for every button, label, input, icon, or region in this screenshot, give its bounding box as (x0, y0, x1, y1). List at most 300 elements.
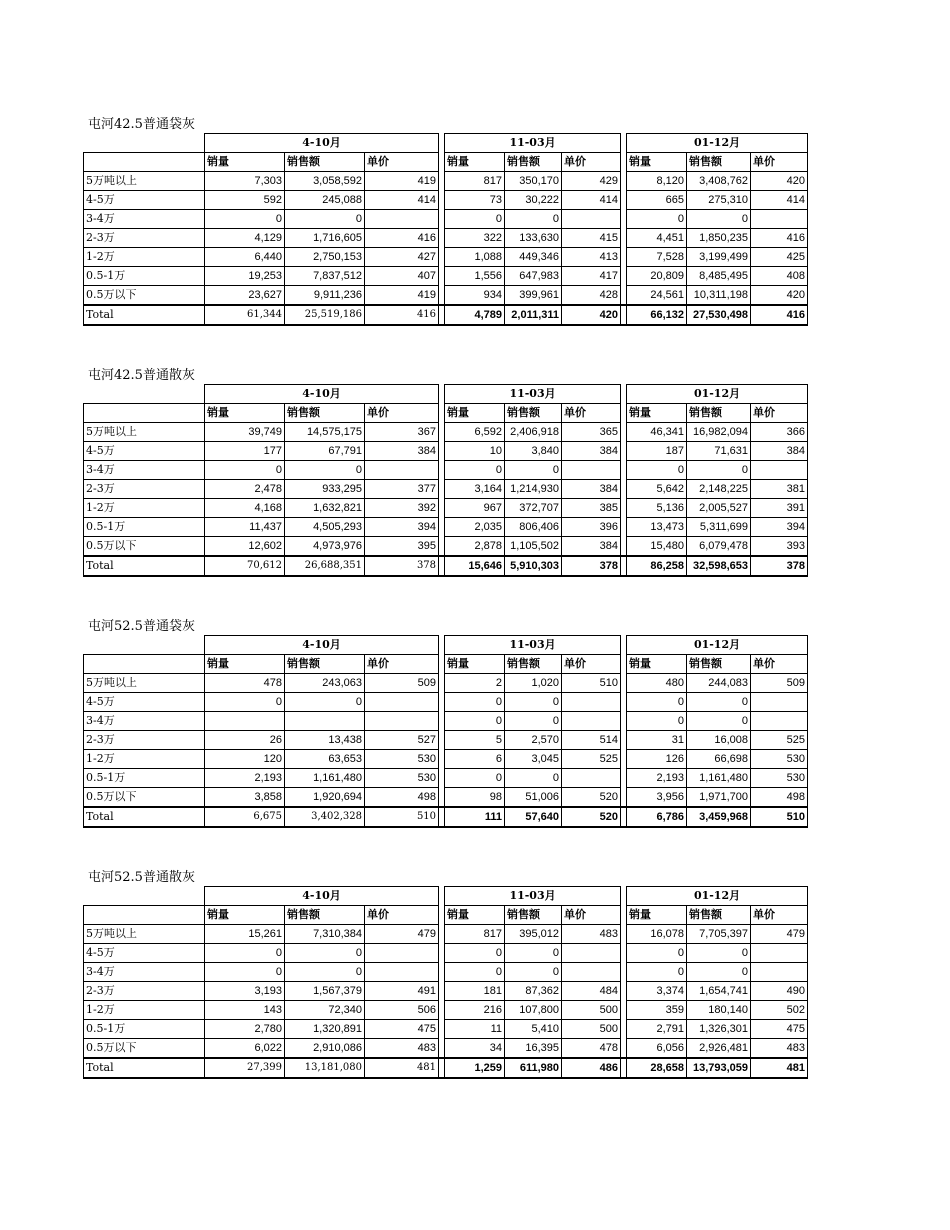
table-cell: 934 (445, 286, 505, 306)
table-cell: 133,630 (505, 229, 562, 248)
table-row (84, 499, 808, 518)
table-cell: 384 (562, 537, 621, 557)
table-cell (562, 963, 621, 982)
table-row (84, 750, 808, 769)
table-cell: 394 (365, 518, 439, 537)
table-cell: 1,556 (445, 267, 505, 286)
table-cell: 4,789 (445, 305, 505, 325)
table-cell: 425 (751, 248, 808, 267)
table-cell: 86,258 (627, 556, 687, 576)
table-cell: 5 (445, 731, 505, 750)
table-cell: 9,911,236 (285, 286, 365, 306)
table-cell: 1,161,480 (285, 769, 365, 788)
column-header-row (84, 153, 808, 172)
table-cell: 0 (627, 963, 687, 982)
table-cell: 396 (562, 518, 621, 537)
table-cell: 24,561 (627, 286, 687, 306)
table-cell (562, 712, 621, 731)
table-cell: 384 (751, 442, 808, 461)
table-cell: 0 (505, 963, 562, 982)
table-cell: 407 (365, 267, 439, 286)
period-header: 11-03月 (445, 385, 621, 404)
table-cell: 3,956 (627, 788, 687, 808)
table-cell: 0 (445, 461, 505, 480)
section-title: 屯河52.5普通袋灰 (88, 619, 195, 634)
column-header: 销量 (627, 655, 687, 674)
table-cell: 365 (562, 423, 621, 442)
table-cell: 322 (445, 229, 505, 248)
table-cell: 478 (205, 674, 285, 693)
column-header: 单价 (751, 153, 808, 172)
table-cell: 420 (562, 305, 621, 325)
total-row (84, 807, 808, 827)
table-cell: 1,326,301 (687, 1020, 751, 1039)
table-row (84, 210, 808, 229)
sales-table (83, 133, 808, 326)
table-cell: 384 (365, 442, 439, 461)
column-header: 销量 (445, 404, 505, 423)
table-cell: 500 (562, 1001, 621, 1020)
table-cell: 647,983 (505, 267, 562, 286)
row-label: 0.5-1万 (84, 1020, 205, 1039)
table-cell: 393 (751, 537, 808, 557)
table-cell: 15,261 (205, 925, 285, 944)
table-cell: 0 (627, 210, 687, 229)
row-label: 3-4万 (84, 963, 205, 982)
column-header: 销售额 (687, 906, 751, 925)
table-cell: 0 (205, 210, 285, 229)
table-cell: 13,793,059 (687, 1058, 751, 1078)
table-cell: 483 (562, 925, 621, 944)
table-cell: 8,120 (627, 172, 687, 191)
table-cell: 126 (627, 750, 687, 769)
table-cell: 817 (445, 925, 505, 944)
table-cell: 6,056 (627, 1039, 687, 1059)
table-cell: 143 (205, 1001, 285, 1020)
sales-table (83, 635, 808, 828)
table-cell: 420 (751, 172, 808, 191)
table-row (84, 286, 808, 306)
table-cell: 3,374 (627, 982, 687, 1001)
row-label: Total (84, 556, 205, 576)
row-label: 3-4万 (84, 712, 205, 731)
table-cell: 0 (285, 461, 365, 480)
column-header: 单价 (365, 655, 439, 674)
table-cell: 3,199,499 (687, 248, 751, 267)
table-cell: 2,406,918 (505, 423, 562, 442)
period-header-row (84, 636, 808, 655)
table-cell: 4,451 (627, 229, 687, 248)
table-row (84, 982, 808, 1001)
table-cell: 475 (751, 1020, 808, 1039)
table-cell: 2,478 (205, 480, 285, 499)
table-row (84, 423, 808, 442)
table-row (84, 1001, 808, 1020)
table-cell: 525 (562, 750, 621, 769)
row-label: Total (84, 807, 205, 827)
table-cell: 27,530,498 (687, 305, 751, 325)
table-cell: 384 (562, 442, 621, 461)
table-cell: 111 (445, 807, 505, 827)
table-cell: 367 (365, 423, 439, 442)
row-label: 5万吨以上 (84, 423, 205, 442)
table-cell: 510 (365, 807, 439, 827)
row-label: 4-5万 (84, 944, 205, 963)
table-cell: 71,631 (687, 442, 751, 461)
table-row (84, 480, 808, 499)
table-cell: 13,438 (285, 731, 365, 750)
column-header: 销量 (205, 153, 285, 172)
table-cell (365, 461, 439, 480)
table-cell: 5,910,303 (505, 556, 562, 576)
table-cell: 417 (562, 267, 621, 286)
table-cell: 413 (562, 248, 621, 267)
column-header: 单价 (562, 404, 621, 423)
table-cell: 1,850,235 (687, 229, 751, 248)
table-row (84, 229, 808, 248)
table-cell: 391 (751, 499, 808, 518)
table-cell: 0 (627, 461, 687, 480)
table-cell: 2,011,311 (505, 305, 562, 325)
table-cell: 3,840 (505, 442, 562, 461)
table-cell: 6,079,478 (687, 537, 751, 557)
table-cell: 490 (751, 982, 808, 1001)
table-cell: 416 (751, 229, 808, 248)
table-cell: 498 (751, 788, 808, 808)
table-cell: 3,858 (205, 788, 285, 808)
table-cell: 527 (365, 731, 439, 750)
table-cell: 479 (751, 925, 808, 944)
table-cell: 0 (505, 712, 562, 731)
table-cell: 275,310 (687, 191, 751, 210)
table-cell: 377 (365, 480, 439, 499)
table-cell: 0 (445, 210, 505, 229)
table-cell: 0 (505, 461, 562, 480)
table-cell: 5,311,699 (687, 518, 751, 537)
table-cell: 395,012 (505, 925, 562, 944)
table-cell (562, 693, 621, 712)
table-cell: 395 (365, 537, 439, 557)
table-cell: 366 (751, 423, 808, 442)
table-cell: 350,170 (505, 172, 562, 191)
table-cell: 66,132 (627, 305, 687, 325)
table-cell: 5,642 (627, 480, 687, 499)
table-cell: 414 (562, 191, 621, 210)
table-cell: 11,437 (205, 518, 285, 537)
table-cell: 39,749 (205, 423, 285, 442)
table-cell: 187 (627, 442, 687, 461)
table-row (84, 461, 808, 480)
table-row (84, 731, 808, 750)
table-cell: 177 (205, 442, 285, 461)
table-cell: 806,406 (505, 518, 562, 537)
table-cell: 1,161,480 (687, 769, 751, 788)
table-cell: 372,707 (505, 499, 562, 518)
row-label: 2-3万 (84, 480, 205, 499)
column-header: 销量 (205, 404, 285, 423)
table-cell: 4,168 (205, 499, 285, 518)
row-label: 2-3万 (84, 982, 205, 1001)
period-header: 4-10月 (205, 134, 439, 153)
table-cell: 484 (562, 982, 621, 1001)
table-cell: 359 (627, 1001, 687, 1020)
row-label: 2-3万 (84, 229, 205, 248)
table-cell: 510 (751, 807, 808, 827)
table-cell: 4,973,976 (285, 537, 365, 557)
table-cell: 0 (445, 944, 505, 963)
column-header: 单价 (562, 906, 621, 925)
column-header: 销量 (205, 655, 285, 674)
table-cell (562, 944, 621, 963)
table-cell: 30,222 (505, 191, 562, 210)
table-cell: 15,646 (445, 556, 505, 576)
table-cell (365, 944, 439, 963)
row-label: Total (84, 305, 205, 325)
table-cell: 429 (562, 172, 621, 191)
table-cell: 1,920,694 (285, 788, 365, 808)
table-cell: 486 (562, 1058, 621, 1078)
table-cell: 63,653 (285, 750, 365, 769)
table-cell: 7,303 (205, 172, 285, 191)
table-cell: 8,485,495 (687, 267, 751, 286)
table-cell: 3,408,762 (687, 172, 751, 191)
table-cell: 98 (445, 788, 505, 808)
table-cell: 530 (365, 750, 439, 769)
row-label: 0.5万以下 (84, 537, 205, 557)
table-cell (365, 712, 439, 731)
table-cell: 449,346 (505, 248, 562, 267)
table-cell: 10,311,198 (687, 286, 751, 306)
table-row (84, 925, 808, 944)
table-cell: 592 (205, 191, 285, 210)
table-cell: 0 (505, 944, 562, 963)
table-cell: 4,129 (205, 229, 285, 248)
table-cell: 427 (365, 248, 439, 267)
column-header: 销售额 (505, 153, 562, 172)
table-row (84, 172, 808, 191)
row-label: Total (84, 1058, 205, 1078)
table-cell: 480 (627, 674, 687, 693)
table-cell: 23,627 (205, 286, 285, 306)
table-cell: 378 (751, 556, 808, 576)
table-cell: 25,519,186 (285, 305, 365, 325)
column-header: 单价 (751, 404, 808, 423)
table-cell: 475 (365, 1020, 439, 1039)
table-cell: 6,675 (205, 807, 285, 827)
total-row (84, 556, 808, 576)
table-cell: 0 (445, 693, 505, 712)
table-cell: 420 (751, 286, 808, 306)
table-cell: 2,570 (505, 731, 562, 750)
row-label: 0.5-1万 (84, 769, 205, 788)
table-cell: 0 (285, 210, 365, 229)
table-cell: 0 (445, 963, 505, 982)
column-header: 销量 (445, 906, 505, 925)
period-header: 01-12月 (627, 636, 808, 655)
table-cell (751, 693, 808, 712)
table-cell: 4,505,293 (285, 518, 365, 537)
table-cell: 0 (505, 210, 562, 229)
table-cell: 498 (365, 788, 439, 808)
total-row (84, 1058, 808, 1078)
column-header: 销量 (627, 906, 687, 925)
table-cell: 243,063 (285, 674, 365, 693)
table-cell: 16,008 (687, 731, 751, 750)
period-header: 4-10月 (205, 385, 439, 404)
row-label: 0.5万以下 (84, 788, 205, 808)
table-cell: 26,688,351 (285, 556, 365, 576)
table-cell: 483 (365, 1039, 439, 1059)
table-cell: 416 (365, 229, 439, 248)
table-cell: 7,310,384 (285, 925, 365, 944)
column-header: 销售额 (285, 906, 365, 925)
table-cell (751, 461, 808, 480)
period-header: 11-03月 (445, 887, 621, 906)
row-label: 4-5万 (84, 693, 205, 712)
table-cell: 428 (562, 286, 621, 306)
column-header-row (84, 404, 808, 423)
column-header: 销量 (445, 153, 505, 172)
table-cell: 1,214,930 (505, 480, 562, 499)
sales-table (83, 384, 808, 577)
table-cell: 26 (205, 731, 285, 750)
table-cell: 0 (445, 769, 505, 788)
table-cell: 381 (751, 480, 808, 499)
table-cell: 6,592 (445, 423, 505, 442)
table-cell: 1,632,821 (285, 499, 365, 518)
table-cell: 57,640 (505, 807, 562, 827)
table-cell: 180,140 (687, 1001, 751, 1020)
column-header: 销量 (445, 655, 505, 674)
table-cell: 1,259 (445, 1058, 505, 1078)
table-cell: 245,088 (285, 191, 365, 210)
period-header: 4-10月 (205, 887, 439, 906)
table-cell: 378 (365, 556, 439, 576)
table-cell: 2,193 (205, 769, 285, 788)
table-cell: 16,982,094 (687, 423, 751, 442)
period-header: 01-12月 (627, 134, 808, 153)
table-cell: 3,164 (445, 480, 505, 499)
row-label: 0.5-1万 (84, 267, 205, 286)
column-header: 销售额 (687, 153, 751, 172)
column-header: 单价 (562, 655, 621, 674)
column-header: 销量 (627, 404, 687, 423)
section-title: 屯河42.5普通散灰 (88, 368, 195, 383)
table-cell: 1,971,700 (687, 788, 751, 808)
table-cell: 46,341 (627, 423, 687, 442)
column-header: 销量 (205, 906, 285, 925)
table-cell: 216 (445, 1001, 505, 1020)
row-label: 4-5万 (84, 191, 205, 210)
table-cell: 0 (205, 963, 285, 982)
table-cell: 11 (445, 1020, 505, 1039)
table-cell: 416 (365, 305, 439, 325)
table-cell: 0 (205, 461, 285, 480)
table-cell: 0 (285, 693, 365, 712)
table-cell: 3,193 (205, 982, 285, 1001)
table-cell (365, 210, 439, 229)
table-cell: 1,088 (445, 248, 505, 267)
table-cell: 416 (751, 305, 808, 325)
table-row (84, 788, 808, 808)
table-cell: 1,567,379 (285, 982, 365, 1001)
table-cell: 107,800 (505, 1001, 562, 1020)
table-cell: 2,878 (445, 537, 505, 557)
table-cell: 0 (687, 461, 751, 480)
table-cell (751, 210, 808, 229)
table-cell: 70,612 (205, 556, 285, 576)
table-cell (285, 712, 365, 731)
table-cell: 502 (751, 1001, 808, 1020)
period-header-row (84, 887, 808, 906)
table-cell: 2,005,527 (687, 499, 751, 518)
table-cell: 419 (365, 286, 439, 306)
period-header-row (84, 134, 808, 153)
table-cell: 6,022 (205, 1039, 285, 1059)
period-header-row (84, 385, 808, 404)
table-cell: 2,148,225 (687, 480, 751, 499)
table-cell: 16,395 (505, 1039, 562, 1059)
table-cell: 0 (687, 712, 751, 731)
row-label: 1-2万 (84, 499, 205, 518)
table-cell (562, 769, 621, 788)
table-cell: 933,295 (285, 480, 365, 499)
table-cell: 3,402,328 (285, 807, 365, 827)
table-cell: 0 (285, 944, 365, 963)
row-label: 1-2万 (84, 1001, 205, 1020)
table-cell (751, 963, 808, 982)
row-label: 0.5万以下 (84, 1039, 205, 1059)
section-title: 屯河52.5普通散灰 (88, 870, 195, 885)
period-header: 01-12月 (627, 385, 808, 404)
table-row (84, 712, 808, 731)
row-label: 2-3万 (84, 731, 205, 750)
table-cell: 7,528 (627, 248, 687, 267)
table-cell: 1,320,891 (285, 1020, 365, 1039)
table-cell: 13,181,080 (285, 1058, 365, 1078)
table-cell (365, 963, 439, 982)
column-header: 销售额 (505, 404, 562, 423)
column-header: 销售额 (285, 655, 365, 674)
table-cell (205, 712, 285, 731)
table-cell: 5,410 (505, 1020, 562, 1039)
table-cell: 0 (687, 693, 751, 712)
table-row (84, 267, 808, 286)
table-cell: 384 (562, 480, 621, 499)
table-cell: 73 (445, 191, 505, 210)
table-cell: 0 (445, 712, 505, 731)
row-label: 5万吨以上 (84, 925, 205, 944)
table-cell: 10 (445, 442, 505, 461)
column-header: 单价 (751, 906, 808, 925)
table-cell: 415 (562, 229, 621, 248)
table-cell: 0 (205, 693, 285, 712)
table-cell: 2,750,153 (285, 248, 365, 267)
sales-table (83, 886, 808, 1079)
column-header: 销售额 (285, 153, 365, 172)
column-header: 销售额 (505, 906, 562, 925)
table-cell (562, 461, 621, 480)
table-cell: 2,791 (627, 1020, 687, 1039)
table-cell: 0 (505, 693, 562, 712)
table-cell: 408 (751, 267, 808, 286)
table-cell: 0 (687, 210, 751, 229)
table-cell: 6 (445, 750, 505, 769)
table-cell: 28,658 (627, 1058, 687, 1078)
table-cell: 181 (445, 982, 505, 1001)
table-cell: 1,716,605 (285, 229, 365, 248)
table-cell: 87,362 (505, 982, 562, 1001)
